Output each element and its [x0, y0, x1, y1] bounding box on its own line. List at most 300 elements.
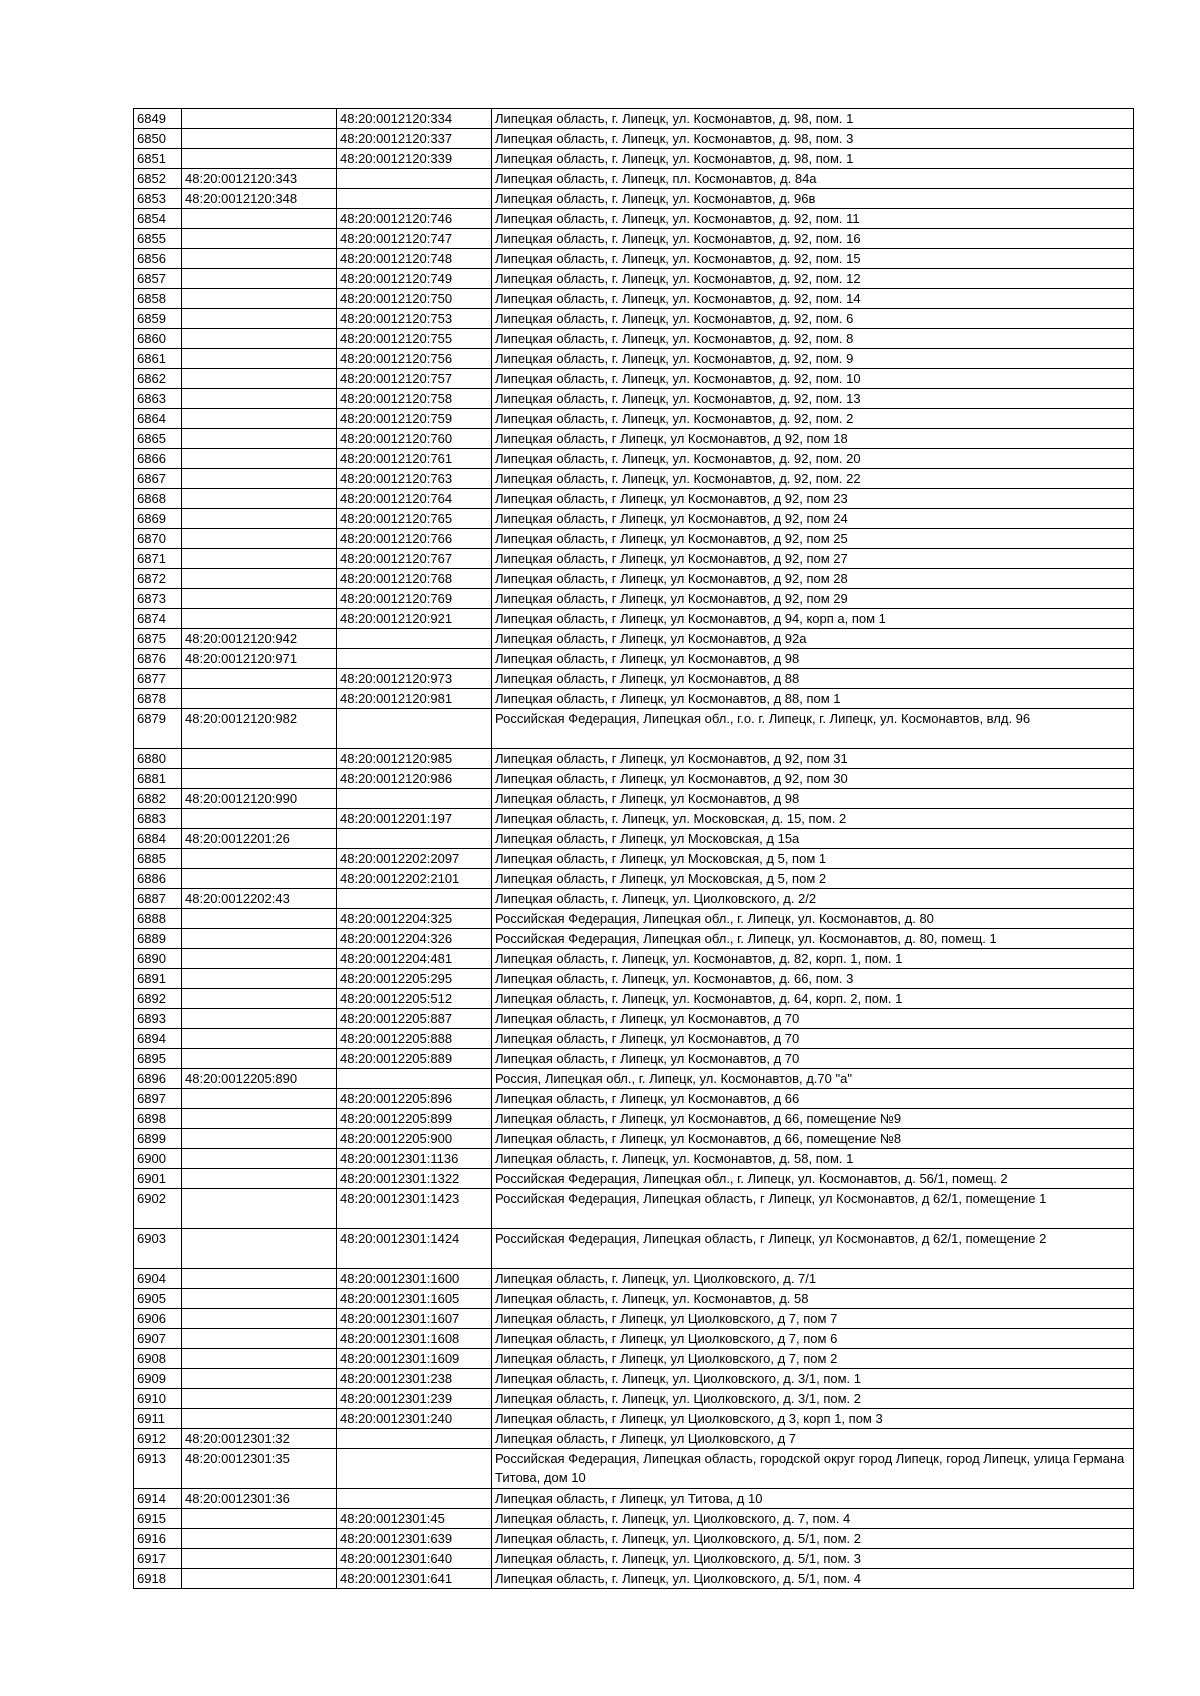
table-row: [134, 109, 1134, 129]
premises-cadastral-number-cell: 48:20:0012301:45: [337, 1509, 492, 1529]
premises-cadastral-number-cell: 48:20:0012120:747: [337, 229, 492, 249]
row-number-cell: 6898: [134, 1109, 182, 1129]
row-number-cell: 6861: [134, 349, 182, 369]
address-cell: Липецкая область, г. Липецк, ул. Космонавтов, д. 92, пом. 8: [492, 329, 1134, 349]
address-cell: Липецкая область, г. Липецк, ул. Космонавтов, д. 98, пом. 3: [492, 129, 1134, 149]
row-number-cell: 6911: [134, 1409, 182, 1429]
address-cell: Россия, Липецкая обл., г. Липецк, ул. Космонавтов, д.70 "а": [492, 1069, 1134, 1089]
address-cell: Липецкая область, г Липецк, ул Московская, д 5, пом 1: [492, 849, 1134, 869]
table-row: [134, 749, 1134, 769]
land-cadastral-number-cell: [182, 1369, 337, 1389]
land-cadastral-number-cell: [182, 129, 337, 149]
table-row: [134, 869, 1134, 889]
row-number-cell: 6881: [134, 769, 182, 789]
table-row: [134, 1409, 1134, 1429]
land-cadastral-number-cell: [182, 809, 337, 829]
address-cell: Липецкая область, г Липецк, ул Космонавтов, д 92, пом 24: [492, 509, 1134, 529]
row-number-cell: 6878: [134, 689, 182, 709]
row-number-cell: 6852: [134, 169, 182, 189]
row-number-cell: 6856: [134, 249, 182, 269]
land-cadastral-number-cell: [182, 589, 337, 609]
row-number-cell: 6849: [134, 109, 182, 129]
address-cell: Липецкая область, г Липецк, ул Космонавтов, д 88, пом 1: [492, 689, 1134, 709]
address-cell: Липецкая область, г Липецк, ул Космонавтов, д 92, пом 27: [492, 549, 1134, 569]
premises-cadastral-number-cell: 48:20:0012120:768: [337, 569, 492, 589]
address-cell: Липецкая область, г. Липецк, ул. Циолковского, д. 3/1, пом. 2: [492, 1389, 1134, 1409]
address-cell: Липецкая область, г. Липецк, ул. Космонавтов, д. 96в: [492, 189, 1134, 209]
land-cadastral-number-cell: [182, 969, 337, 989]
row-number-cell: 6884: [134, 829, 182, 849]
row-number-cell: 6890: [134, 949, 182, 969]
premises-cadastral-number-cell: 48:20:0012205:512: [337, 989, 492, 1009]
land-cadastral-number-cell: [182, 469, 337, 489]
address-cell: Липецкая область, г Липецк, ул Циолковского, д 3, корп 1, пом 3: [492, 1409, 1134, 1429]
address-cell: Липецкая область, г. Липецк, ул. Космонавтов, д. 92, пом. 12: [492, 269, 1134, 289]
row-number-cell: 6897: [134, 1089, 182, 1109]
row-number-cell: 6907: [134, 1329, 182, 1349]
table-row: [134, 689, 1134, 709]
address-cell: Липецкая область, г. Липецк, ул. Циолковского, д. 5/1, пом. 4: [492, 1569, 1134, 1589]
table-row: [134, 609, 1134, 629]
row-number-cell: 6888: [134, 909, 182, 929]
table-row: [134, 169, 1134, 189]
address-cell: Липецкая область, г Липецк, ул Московская, д 5, пом 2: [492, 869, 1134, 889]
premises-cadastral-number-cell: 48:20:0012301:1322: [337, 1169, 492, 1189]
row-number-cell: 6868: [134, 489, 182, 509]
land-cadastral-number-cell: [182, 1109, 337, 1129]
premises-cadastral-number-cell: 48:20:0012201:197: [337, 809, 492, 829]
address-cell: Липецкая область, г Липецк, ул Циолковского, д 7: [492, 1429, 1134, 1449]
land-cadastral-number-cell: [182, 509, 337, 529]
land-cadastral-number-cell: [182, 1129, 337, 1149]
premises-cadastral-number-cell: 48:20:0012120:757: [337, 369, 492, 389]
table-row: [134, 409, 1134, 429]
row-number-cell: 6862: [134, 369, 182, 389]
address-cell: Липецкая область, г Липецк, ул Космонавтов, д 88: [492, 669, 1134, 689]
address-cell: Липецкая область, г. Липецк, ул. Космонавтов, д. 92, пом. 10: [492, 369, 1134, 389]
address-cell: Липецкая область, г. Липецк, ул. Космонавтов, д. 58, пом. 1: [492, 1149, 1134, 1169]
premises-cadastral-number-cell: 48:20:0012301:1609: [337, 1349, 492, 1369]
table-row: [134, 989, 1134, 1009]
land-cadastral-number-cell: [182, 329, 337, 349]
premises-cadastral-number-cell: 48:20:0012120:973: [337, 669, 492, 689]
land-cadastral-number-cell: [182, 1189, 337, 1229]
land-cadastral-number-cell: 48:20:0012205:890: [182, 1069, 337, 1089]
premises-cadastral-number-cell: 48:20:0012204:481: [337, 949, 492, 969]
table-row: [134, 1569, 1134, 1589]
address-cell: Липецкая область, г. Липецк, ул. Космонавтов, д. 92, пом. 2: [492, 409, 1134, 429]
row-number-cell: 6877: [134, 669, 182, 689]
table-row: [134, 969, 1134, 989]
row-number-cell: 6871: [134, 549, 182, 569]
address-cell: Липецкая область, г. Липецк, ул. Космонавтов, д. 92, пом. 14: [492, 289, 1134, 309]
address-cell: Липецкая область, г. Липецк, ул. Космонавтов, д. 92, пом. 16: [492, 229, 1134, 249]
address-cell: Липецкая область, г Липецк, ул Космонавтов, д 92, пом 23: [492, 489, 1134, 509]
land-cadastral-number-cell: [182, 1009, 337, 1029]
row-number-cell: 6866: [134, 449, 182, 469]
land-cadastral-number-cell: [182, 989, 337, 1009]
premises-cadastral-number-cell: 48:20:0012120:764: [337, 489, 492, 509]
row-number-cell: 6905: [134, 1289, 182, 1309]
table-row: [134, 1009, 1134, 1029]
table-row: [134, 449, 1134, 469]
premises-cadastral-number-cell: 48:20:0012301:1600: [337, 1269, 492, 1289]
row-number-cell: 6895: [134, 1049, 182, 1069]
premises-cadastral-number-cell: [337, 1069, 492, 1089]
row-number-cell: 6914: [134, 1489, 182, 1509]
address-cell: Липецкая область, г Липецк, ул Циолковского, д 7, пом 6: [492, 1329, 1134, 1349]
property-table: [133, 108, 1134, 1589]
premises-cadastral-number-cell: 48:20:0012120:756: [337, 349, 492, 369]
row-number-cell: 6886: [134, 869, 182, 889]
land-cadastral-number-cell: 48:20:0012301:32: [182, 1429, 337, 1449]
row-number-cell: 6916: [134, 1529, 182, 1549]
table-row: [134, 1149, 1134, 1169]
row-number-cell: 6879: [134, 709, 182, 749]
row-number-cell: 6908: [134, 1349, 182, 1369]
row-number-cell: 6850: [134, 129, 182, 149]
address-cell: Российская Федерация, Липецкая обл., г. Липецк, ул. Космонавтов, д. 80: [492, 909, 1134, 929]
row-number-cell: 6857: [134, 269, 182, 289]
row-number-cell: 6900: [134, 1149, 182, 1169]
premises-cadastral-number-cell: 48:20:0012120:755: [337, 329, 492, 349]
table-row: [134, 289, 1134, 309]
land-cadastral-number-cell: [182, 1029, 337, 1049]
row-number-cell: 6851: [134, 149, 182, 169]
address-cell: Российская Федерация, Липецкая обл., г. Липецк, ул. Космонавтов, д. 56/1, помещ. 2: [492, 1169, 1134, 1189]
address-cell: Липецкая область, г Липецк, ул Космонавтов, д 70: [492, 1009, 1134, 1029]
table-row: [134, 789, 1134, 809]
premises-cadastral-number-cell: [337, 829, 492, 849]
document-page: [133, 108, 1133, 1589]
premises-cadastral-number-cell: [337, 649, 492, 669]
address-cell: Липецкая область, г. Липецк, ул. Циолковского, д. 5/1, пом. 2: [492, 1529, 1134, 1549]
premises-cadastral-number-cell: 48:20:0012120:753: [337, 309, 492, 329]
table-row: [134, 709, 1134, 749]
address-cell: Российская Федерация, Липецкая область, городской округ город Липецк, город Липецк, улица Германа Титова, дом 10: [492, 1449, 1134, 1489]
address-cell: Липецкая область, г Липецк, ул Космонавтов, д 70: [492, 1049, 1134, 1069]
table-row: [134, 1389, 1134, 1409]
table-row: [134, 209, 1134, 229]
premises-cadastral-number-cell: 48:20:0012120:748: [337, 249, 492, 269]
address-cell: Липецкая область, г Липецк, ул Космонавтов, д 92, пом 25: [492, 529, 1134, 549]
land-cadastral-number-cell: [182, 229, 337, 249]
row-number-cell: 6875: [134, 629, 182, 649]
land-cadastral-number-cell: [182, 549, 337, 569]
premises-cadastral-number-cell: [337, 709, 492, 749]
address-cell: Липецкая область, г. Липецк, ул. Циолковского, д. 3/1, пом. 1: [492, 1369, 1134, 1389]
land-cadastral-number-cell: [182, 569, 337, 589]
premises-cadastral-number-cell: 48:20:0012120:750: [337, 289, 492, 309]
table-row: [134, 829, 1134, 849]
land-cadastral-number-cell: [182, 769, 337, 789]
row-number-cell: 6885: [134, 849, 182, 869]
premises-cadastral-number-cell: 48:20:0012120:985: [337, 749, 492, 769]
land-cadastral-number-cell: 48:20:0012301:36: [182, 1489, 337, 1509]
land-cadastral-number-cell: [182, 1149, 337, 1169]
premises-cadastral-number-cell: 48:20:0012301:240: [337, 1409, 492, 1429]
address-cell: Липецкая область, г Липецк, ул Космонавтов, д 66, помещение №8: [492, 1129, 1134, 1149]
address-cell: Липецкая область, г. Липецк, ул. Космонавтов, д. 98, пом. 1: [492, 109, 1134, 129]
premises-cadastral-number-cell: 48:20:0012120:986: [337, 769, 492, 789]
row-number-cell: 6904: [134, 1269, 182, 1289]
premises-cadastral-number-cell: 48:20:0012301:640: [337, 1549, 492, 1569]
premises-cadastral-number-cell: [337, 1449, 492, 1489]
address-cell: Липецкая область, г. Липецк, ул. Космонавтов, д. 82, корп. 1, пом. 1: [492, 949, 1134, 969]
premises-cadastral-number-cell: 48:20:0012120:749: [337, 269, 492, 289]
row-number-cell: 6896: [134, 1069, 182, 1089]
land-cadastral-number-cell: [182, 249, 337, 269]
row-number-cell: 6913: [134, 1449, 182, 1489]
address-cell: Российская Федерация, Липецкая область, г Липецк, ул Космонавтов, д 62/1, помещение 2: [492, 1229, 1134, 1269]
land-cadastral-number-cell: [182, 749, 337, 769]
table-row: [134, 249, 1134, 269]
land-cadastral-number-cell: [182, 849, 337, 869]
table-row: [134, 1049, 1134, 1069]
premises-cadastral-number-cell: [337, 189, 492, 209]
address-cell: Липецкая область, г. Липецк, ул. Циолковского, д. 7, пом. 4: [492, 1509, 1134, 1529]
row-number-cell: 6882: [134, 789, 182, 809]
land-cadastral-number-cell: [182, 1089, 337, 1109]
premises-cadastral-number-cell: [337, 629, 492, 649]
premises-cadastral-number-cell: 48:20:0012205:896: [337, 1089, 492, 1109]
land-cadastral-number-cell: [182, 1269, 337, 1289]
address-cell: Липецкая область, г. Липецк, ул. Циолковского, д. 7/1: [492, 1269, 1134, 1289]
land-cadastral-number-cell: [182, 1509, 337, 1529]
address-cell: Липецкая область, г. Липецк, ул. Космонавтов, д. 92, пом. 6: [492, 309, 1134, 329]
row-number-cell: 6906: [134, 1309, 182, 1329]
land-cadastral-number-cell: [182, 1529, 337, 1549]
table-row: [134, 929, 1134, 949]
address-cell: Липецкая область, г Липецк, ул Космонавтов, д 92, пом 28: [492, 569, 1134, 589]
row-number-cell: 6918: [134, 1569, 182, 1589]
address-cell: Липецкая область, г Липецк, ул Космонавтов, д 66, помещение №9: [492, 1109, 1134, 1129]
land-cadastral-number-cell: [182, 529, 337, 549]
land-cadastral-number-cell: [182, 1549, 337, 1569]
address-cell: Липецкая область, г Липецк, ул Космонавтов, д 66: [492, 1089, 1134, 1109]
address-cell: Липецкая область, г Липецк, ул Циолковского, д 7, пом 7: [492, 1309, 1134, 1329]
premises-cadastral-number-cell: 48:20:0012120:761: [337, 449, 492, 469]
table-row: [134, 809, 1134, 829]
land-cadastral-number-cell: 48:20:0012120:971: [182, 649, 337, 669]
land-cadastral-number-cell: [182, 369, 337, 389]
premises-cadastral-number-cell: 48:20:0012120:766: [337, 529, 492, 549]
premises-cadastral-number-cell: 48:20:0012301:1608: [337, 1329, 492, 1349]
land-cadastral-number-cell: [182, 1309, 337, 1329]
row-number-cell: 6883: [134, 809, 182, 829]
table-row: [134, 1509, 1134, 1529]
address-cell: Липецкая область, г Липецк, ул Космонавтов, д 92, пом 31: [492, 749, 1134, 769]
row-number-cell: 6863: [134, 389, 182, 409]
table-row: [134, 389, 1134, 409]
address-cell: Липецкая область, г. Липецк, ул. Московская, д. 15, пом. 2: [492, 809, 1134, 829]
premises-cadastral-number-cell: 48:20:0012205:295: [337, 969, 492, 989]
land-cadastral-number-cell: [182, 1289, 337, 1309]
address-cell: Липецкая область, г Липецк, ул Космонавтов, д 92, пом 30: [492, 769, 1134, 789]
table-row: [134, 369, 1134, 389]
premises-cadastral-number-cell: 48:20:0012205:899: [337, 1109, 492, 1129]
table-row: [134, 1549, 1134, 1569]
table-row: [134, 1489, 1134, 1509]
land-cadastral-number-cell: [182, 289, 337, 309]
land-cadastral-number-cell: [182, 429, 337, 449]
row-number-cell: 6899: [134, 1129, 182, 1149]
row-number-cell: 6854: [134, 209, 182, 229]
row-number-cell: 6873: [134, 589, 182, 609]
row-number-cell: 6870: [134, 529, 182, 549]
table-row: [134, 1169, 1134, 1189]
address-cell: Липецкая область, г Липецк, ул Космонавтов, д 92а: [492, 629, 1134, 649]
address-cell: Липецкая область, г. Липецк, ул. Космонавтов, д. 98, пом. 1: [492, 149, 1134, 169]
table-row: [134, 769, 1134, 789]
address-cell: Липецкая область, г Липецк, ул Титова, д 10: [492, 1489, 1134, 1509]
premises-cadastral-number-cell: 48:20:0012205:887: [337, 1009, 492, 1029]
row-number-cell: 6892: [134, 989, 182, 1009]
premises-cadastral-number-cell: 48:20:0012204:326: [337, 929, 492, 949]
table-row: [134, 949, 1134, 969]
premises-cadastral-number-cell: 48:20:0012120:765: [337, 509, 492, 529]
row-number-cell: 6902: [134, 1189, 182, 1229]
premises-cadastral-number-cell: 48:20:0012120:334: [337, 109, 492, 129]
premises-cadastral-number-cell: 48:20:0012120:337: [337, 129, 492, 149]
address-cell: Липецкая область, г Липецк, ул Космонавтов, д 70: [492, 1029, 1134, 1049]
land-cadastral-number-cell: [182, 269, 337, 289]
table-row: [134, 589, 1134, 609]
address-cell: Липецкая область, г Липецк, ул Космонавтов, д 98: [492, 649, 1134, 669]
land-cadastral-number-cell: [182, 149, 337, 169]
row-number-cell: 6915: [134, 1509, 182, 1529]
land-cadastral-number-cell: [182, 309, 337, 329]
land-cadastral-number-cell: 48:20:0012201:26: [182, 829, 337, 849]
address-cell: Российская Федерация, Липецкая обл., г. Липецк, ул. Космонавтов, д. 80, помещ. 1: [492, 929, 1134, 949]
address-cell: Липецкая область, г Липецк, ул Московская, д 15а: [492, 829, 1134, 849]
table-row: [134, 849, 1134, 869]
table-row: [134, 309, 1134, 329]
table-row: [134, 129, 1134, 149]
table-row: [134, 1289, 1134, 1309]
land-cadastral-number-cell: [182, 1329, 337, 1349]
address-cell: Липецкая область, г Липецк, ул Космонавтов, д 98: [492, 789, 1134, 809]
address-cell: Липецкая область, г Липецк, ул Циолковского, д 7, пом 2: [492, 1349, 1134, 1369]
table-row: [134, 349, 1134, 369]
row-number-cell: 6894: [134, 1029, 182, 1049]
land-cadastral-number-cell: 48:20:0012120:348: [182, 189, 337, 209]
address-cell: Липецкая область, г. Липецк, ул. Космонавтов, д. 92, пом. 22: [492, 469, 1134, 489]
land-cadastral-number-cell: [182, 669, 337, 689]
premises-cadastral-number-cell: [337, 169, 492, 189]
land-cadastral-number-cell: [182, 609, 337, 629]
land-cadastral-number-cell: [182, 949, 337, 969]
land-cadastral-number-cell: [182, 409, 337, 429]
table-row: [134, 1189, 1134, 1229]
land-cadastral-number-cell: 48:20:0012120:990: [182, 789, 337, 809]
table-row: [134, 509, 1134, 529]
address-cell: Липецкая область, г. Липецк, ул. Космонавтов, д. 92, пом. 20: [492, 449, 1134, 469]
table-row: [134, 1349, 1134, 1369]
premises-cadastral-number-cell: 48:20:0012120:767: [337, 549, 492, 569]
table-row: [134, 649, 1134, 669]
row-number-cell: 6872: [134, 569, 182, 589]
address-cell: Липецкая область, г. Липецк, ул. Циолковского, д. 2/2: [492, 889, 1134, 909]
address-cell: Липецкая область, г. Липецк, ул. Космонавтов, д. 92, пом. 15: [492, 249, 1134, 269]
premises-cadastral-number-cell: [337, 1429, 492, 1449]
address-cell: Российская Федерация, Липецкая область, г Липецк, ул Космонавтов, д 62/1, помещение 1: [492, 1189, 1134, 1229]
row-number-cell: 6891: [134, 969, 182, 989]
row-number-cell: 6917: [134, 1549, 182, 1569]
table-row: [134, 569, 1134, 589]
land-cadastral-number-cell: [182, 1409, 337, 1429]
land-cadastral-number-cell: [182, 689, 337, 709]
row-number-cell: 6903: [134, 1229, 182, 1269]
row-number-cell: 6893: [134, 1009, 182, 1029]
premises-cadastral-number-cell: [337, 789, 492, 809]
table-row: [134, 489, 1134, 509]
address-cell: Липецкая область, г. Липецк, ул. Космонавтов, д. 58: [492, 1289, 1134, 1309]
address-cell: Липецкая область, г. Липецк, ул. Космонавтов, д. 64, корп. 2, пом. 1: [492, 989, 1134, 1009]
address-cell: Липецкая область, г Липецк, ул Космонавтов, д 92, пом 29: [492, 589, 1134, 609]
row-number-cell: 6901: [134, 1169, 182, 1189]
premises-cadastral-number-cell: 48:20:0012120:759: [337, 409, 492, 429]
table-row: [134, 329, 1134, 349]
table-row: [134, 1369, 1134, 1389]
land-cadastral-number-cell: 48:20:0012301:35: [182, 1449, 337, 1489]
premises-cadastral-number-cell: 48:20:0012120:339: [337, 149, 492, 169]
premises-cadastral-number-cell: 48:20:0012120:763: [337, 469, 492, 489]
row-number-cell: 6860: [134, 329, 182, 349]
premises-cadastral-number-cell: 48:20:0012202:2097: [337, 849, 492, 869]
table-body: [134, 109, 1134, 1589]
row-number-cell: 6880: [134, 749, 182, 769]
premises-cadastral-number-cell: 48:20:0012120:758: [337, 389, 492, 409]
land-cadastral-number-cell: [182, 1169, 337, 1189]
row-number-cell: 6874: [134, 609, 182, 629]
table-row: [134, 1269, 1134, 1289]
premises-cadastral-number-cell: 48:20:0012120:760: [337, 429, 492, 449]
table-row: [134, 189, 1134, 209]
land-cadastral-number-cell: 48:20:0012202:43: [182, 889, 337, 909]
land-cadastral-number-cell: 48:20:0012120:343: [182, 169, 337, 189]
land-cadastral-number-cell: [182, 1389, 337, 1409]
table-row: [134, 1449, 1134, 1489]
row-number-cell: 6889: [134, 929, 182, 949]
land-cadastral-number-cell: [182, 1049, 337, 1069]
table-row: [134, 1029, 1134, 1049]
land-cadastral-number-cell: [182, 1569, 337, 1589]
land-cadastral-number-cell: [182, 869, 337, 889]
row-number-cell: 6864: [134, 409, 182, 429]
land-cadastral-number-cell: [182, 1349, 337, 1369]
table-row: [134, 229, 1134, 249]
row-number-cell: 6869: [134, 509, 182, 529]
row-number-cell: 6910: [134, 1389, 182, 1409]
table-row: [134, 1129, 1134, 1149]
land-cadastral-number-cell: [182, 209, 337, 229]
row-number-cell: 6912: [134, 1429, 182, 1449]
premises-cadastral-number-cell: 48:20:0012301:238: [337, 1369, 492, 1389]
premises-cadastral-number-cell: 48:20:0012205:889: [337, 1049, 492, 1069]
table-row: [134, 889, 1134, 909]
land-cadastral-number-cell: [182, 349, 337, 369]
row-number-cell: 6887: [134, 889, 182, 909]
premises-cadastral-number-cell: 48:20:0012120:769: [337, 589, 492, 609]
premises-cadastral-number-cell: 48:20:0012205:888: [337, 1029, 492, 1049]
land-cadastral-number-cell: [182, 1229, 337, 1269]
premises-cadastral-number-cell: [337, 1489, 492, 1509]
table-row: [134, 669, 1134, 689]
premises-cadastral-number-cell: 48:20:0012205:900: [337, 1129, 492, 1149]
premises-cadastral-number-cell: 48:20:0012301:641: [337, 1569, 492, 1589]
premises-cadastral-number-cell: 48:20:0012120:981: [337, 689, 492, 709]
